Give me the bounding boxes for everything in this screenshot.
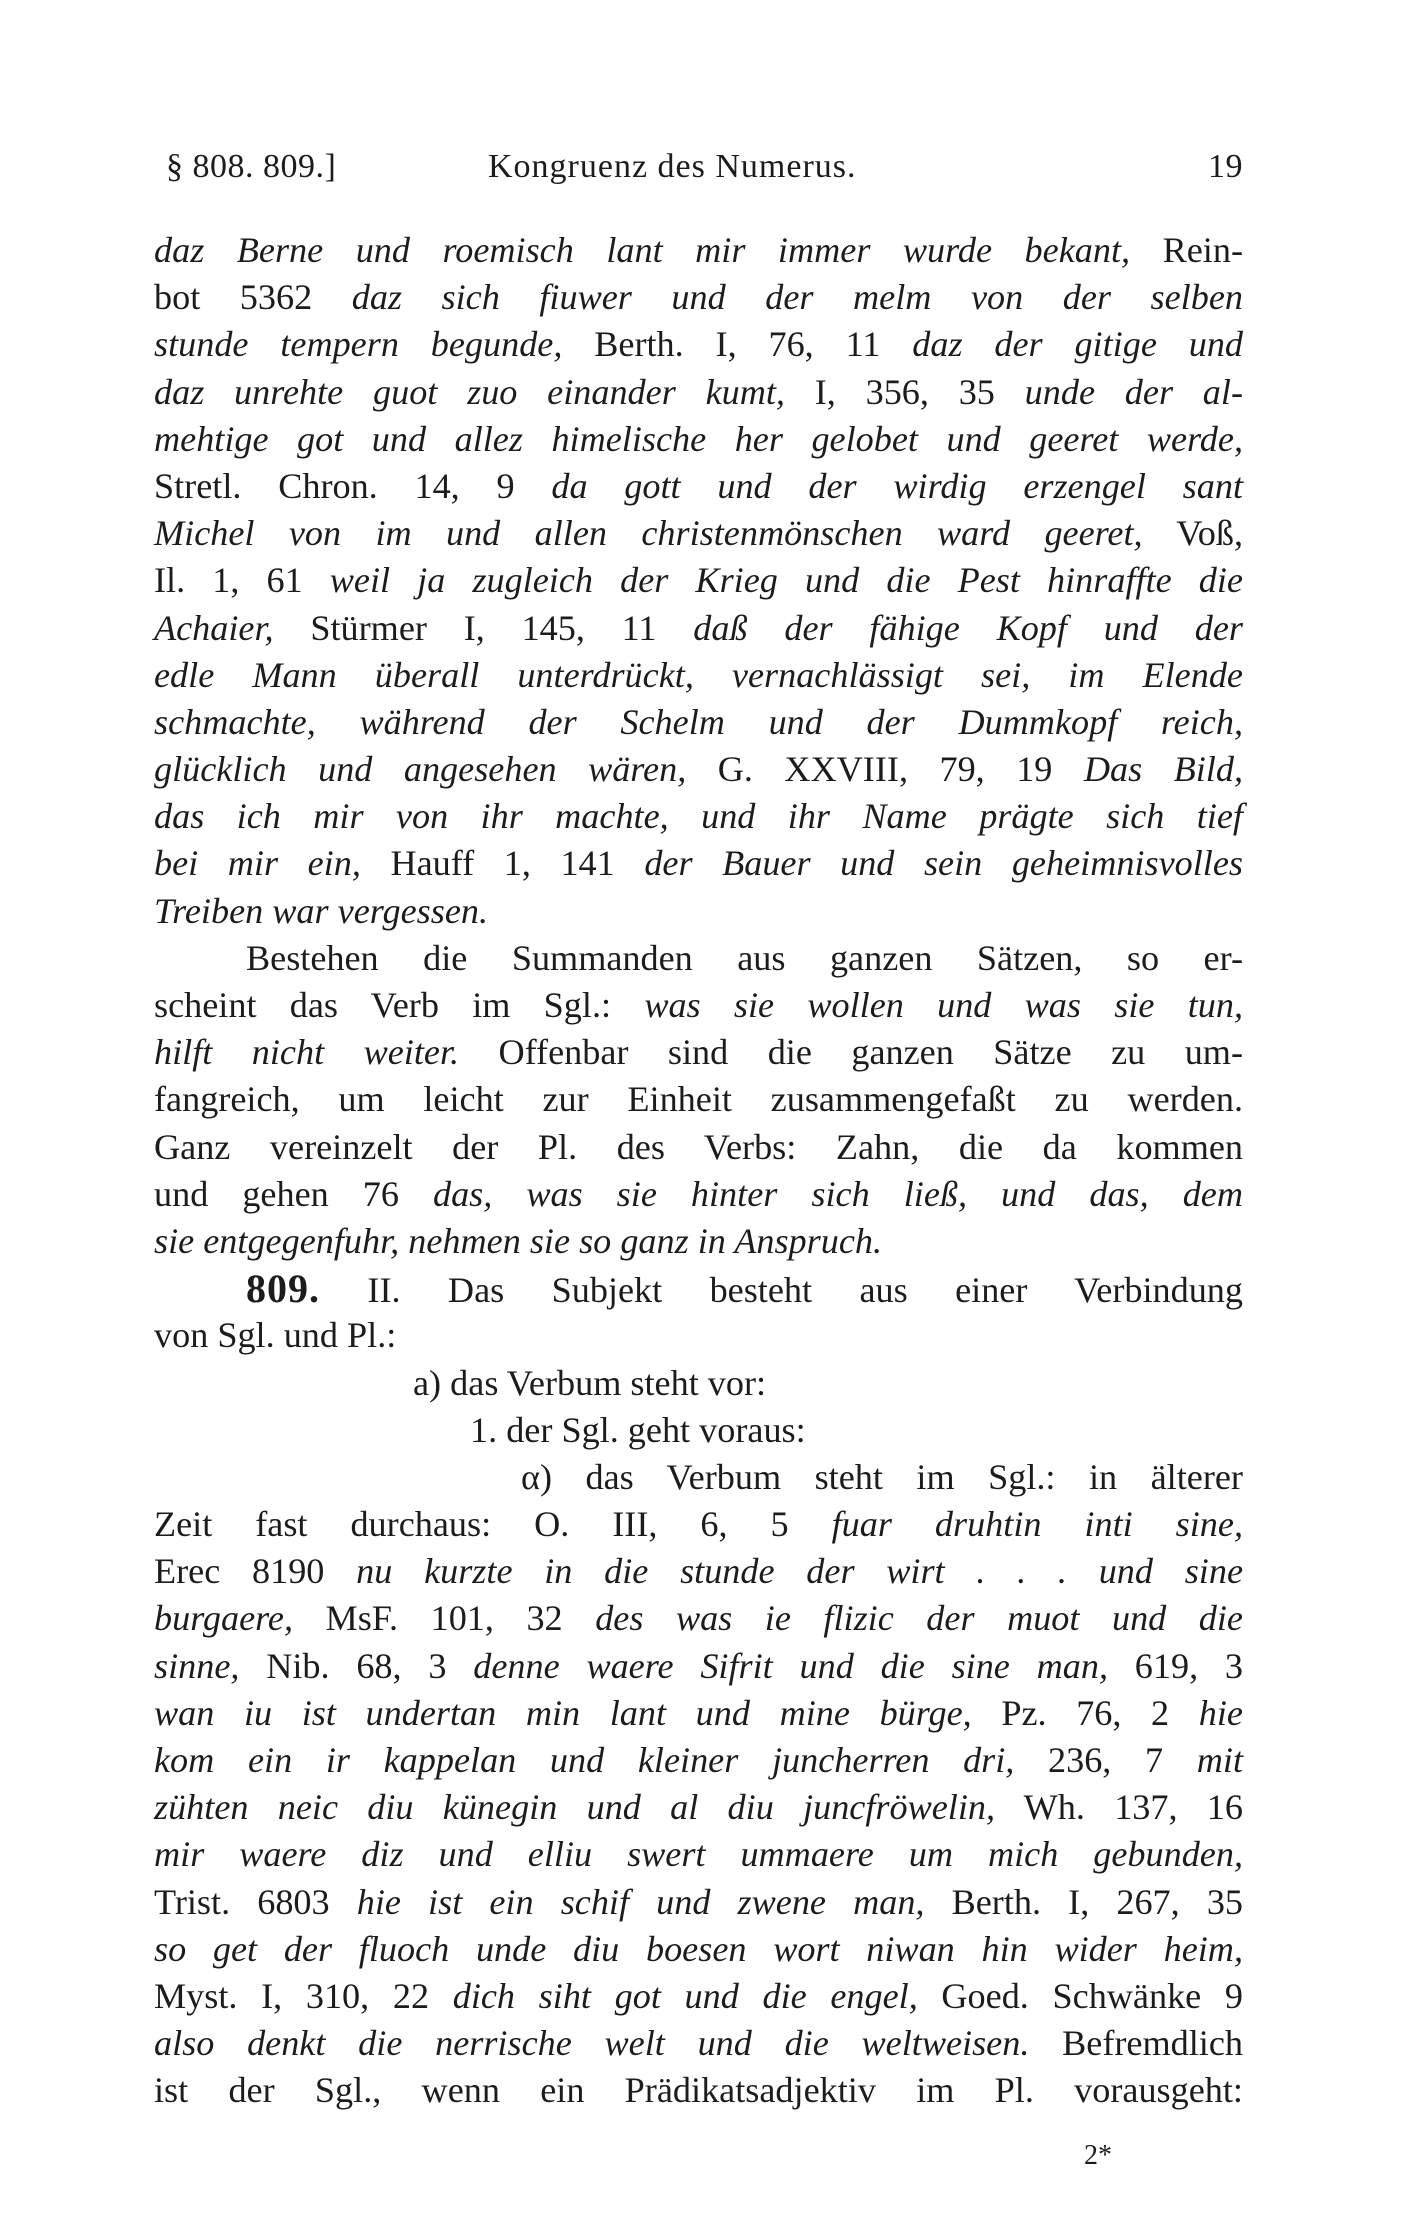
text-line: burgaere, MsF. 101, 32 des was ie flizic der muot und die xyxy=(154,1598,1243,1639)
text-line: scheint das Verb im Sgl.: was sie wollen und was sie tun, xyxy=(154,985,1243,1025)
text-line: Michel von im und allen christenmönschen ward geeret, Voß, xyxy=(154,513,1243,554)
text-line: Ganz vereinzelt der Pl. des Verbs: Zahn, die da kommen xyxy=(154,1126,1243,1167)
text-line: Treiben war vergessen. xyxy=(154,890,489,931)
subheading-a: a) das Verbum steht vor: xyxy=(413,1362,767,1403)
text-line: stunde tempern begunde, Berth. I, 76, 11 daz der gitige und xyxy=(154,324,1244,365)
text-line: mehtige got und allez himelische her gelobet und geeret werde, xyxy=(154,418,1243,459)
section-reference: § 808. 809.] xyxy=(166,148,337,185)
text-line: bot 5362 daz sich fiuwer und der melm von der selben xyxy=(154,277,1243,318)
text-line: Erec 8190 nu kurzte in die stunde der wirt . . . und sine xyxy=(154,1551,1243,1592)
text-line: edle Mann überall unterdrückt, vernachlässigt sei, im Elende xyxy=(154,654,1243,695)
page-number: 19 xyxy=(1208,148,1243,185)
running-title: Kongruenz des Numerus. xyxy=(488,148,857,185)
text-line: daz unrehte guot zuo einander kumt, I, 356, 35 unde der al- xyxy=(154,371,1243,412)
subheading-1: 1. der Sgl. geht voraus: xyxy=(470,1409,806,1450)
text-line: wan iu ist undertan min lant und mine bürge, Pz. 76, 2 hie xyxy=(154,1692,1243,1733)
text-line: glücklich und angesehen wären, G. XXVIII, 79, 19 Das Bild, xyxy=(154,749,1244,790)
text-line: sinne, Nib. 68, 3 denne waere Sifrit und die sine man, 619, 3 xyxy=(154,1645,1244,1686)
text-line: also denkt die nerrische welt und die weltweisen. Befremdlich xyxy=(154,2023,1243,2064)
text-line: Stretl. Chron. 14, 9 da gott und der wirdig erzengel sant xyxy=(154,465,1244,506)
running-head xyxy=(166,148,1243,198)
text-line: fangreich, um leicht zur Einheit zusammengefaßt zu werden. xyxy=(154,1079,1243,1120)
text-line: und gehen 76 das, was sie hinter sich ließ, und das, dem xyxy=(154,1173,1244,1214)
text-line: daz Berne und roemisch lant mir immer wurde bekant, Rein- xyxy=(154,230,1243,270)
text-line: mir waere diz und elliu swert ummaere um mich gebunden, xyxy=(154,1834,1243,1875)
text-line: das ich mir von ihr machte, und ihr Name prägte sich tief xyxy=(154,796,1243,837)
text-line: zühten neic diu künegin und al diu juncfröwelin, Wh. 137, 16 xyxy=(154,1787,1243,1828)
section-809-start: 809. II. Das Subjekt besteht aus einer Verbindung xyxy=(246,1266,1243,1312)
text-line: hilft nicht weiter. Offenbar sind die ganzen Sätze zu um- xyxy=(154,1032,1243,1073)
subheading-alpha: α) das Verbum steht im Sgl.: in älterer xyxy=(521,1456,1243,1497)
text-line: von Sgl. und Pl.: xyxy=(154,1315,397,1356)
text-line: sie entgegenfuhr, nehmen sie so ganz in Anspruch. xyxy=(154,1220,883,1261)
signature-mark: 2* xyxy=(1084,2140,1112,2171)
paragraph-start: Bestehen die Summanden aus ganzen Sätzen, so er- xyxy=(246,937,1243,978)
text-line: so get der fluoch unde diu boesen wort niwan hin wider heim, xyxy=(154,1928,1243,1969)
text-line: kom ein ir kappelan und kleiner juncherren dri, 236, 7 mit xyxy=(154,1740,1244,1780)
body-text xyxy=(154,227,1243,2115)
text-line: Achaier, Stürmer I, 145, 11 daß der fähige Kopf und der xyxy=(154,607,1244,648)
text-line: Trist. 6803 hie ist ein schif und zwene man, Berth. I, 267, 35 xyxy=(154,1881,1244,1922)
text-line: schmachte, während der Schelm und der Dummkopf reich, xyxy=(154,701,1243,742)
text-line: ist der Sgl., wenn ein Prädikatsadjektiv im Pl. vorausgeht: xyxy=(154,2070,1243,2111)
text-line: Myst. I, 310, 22 dich siht got und die engel, Goed. Schwänke 9 xyxy=(154,1975,1243,2016)
text-line: Zeit fast durchaus: O. III, 6, 5 fuar druhtin inti sine, xyxy=(154,1504,1243,1545)
text-line: bei mir ein, Hauff 1, 141 der Bauer und sein geheimnisvolles xyxy=(154,843,1243,884)
text-line: Il. 1, 61 weil ja zugleich der Krieg und die Pest hinraffte die xyxy=(154,560,1243,601)
